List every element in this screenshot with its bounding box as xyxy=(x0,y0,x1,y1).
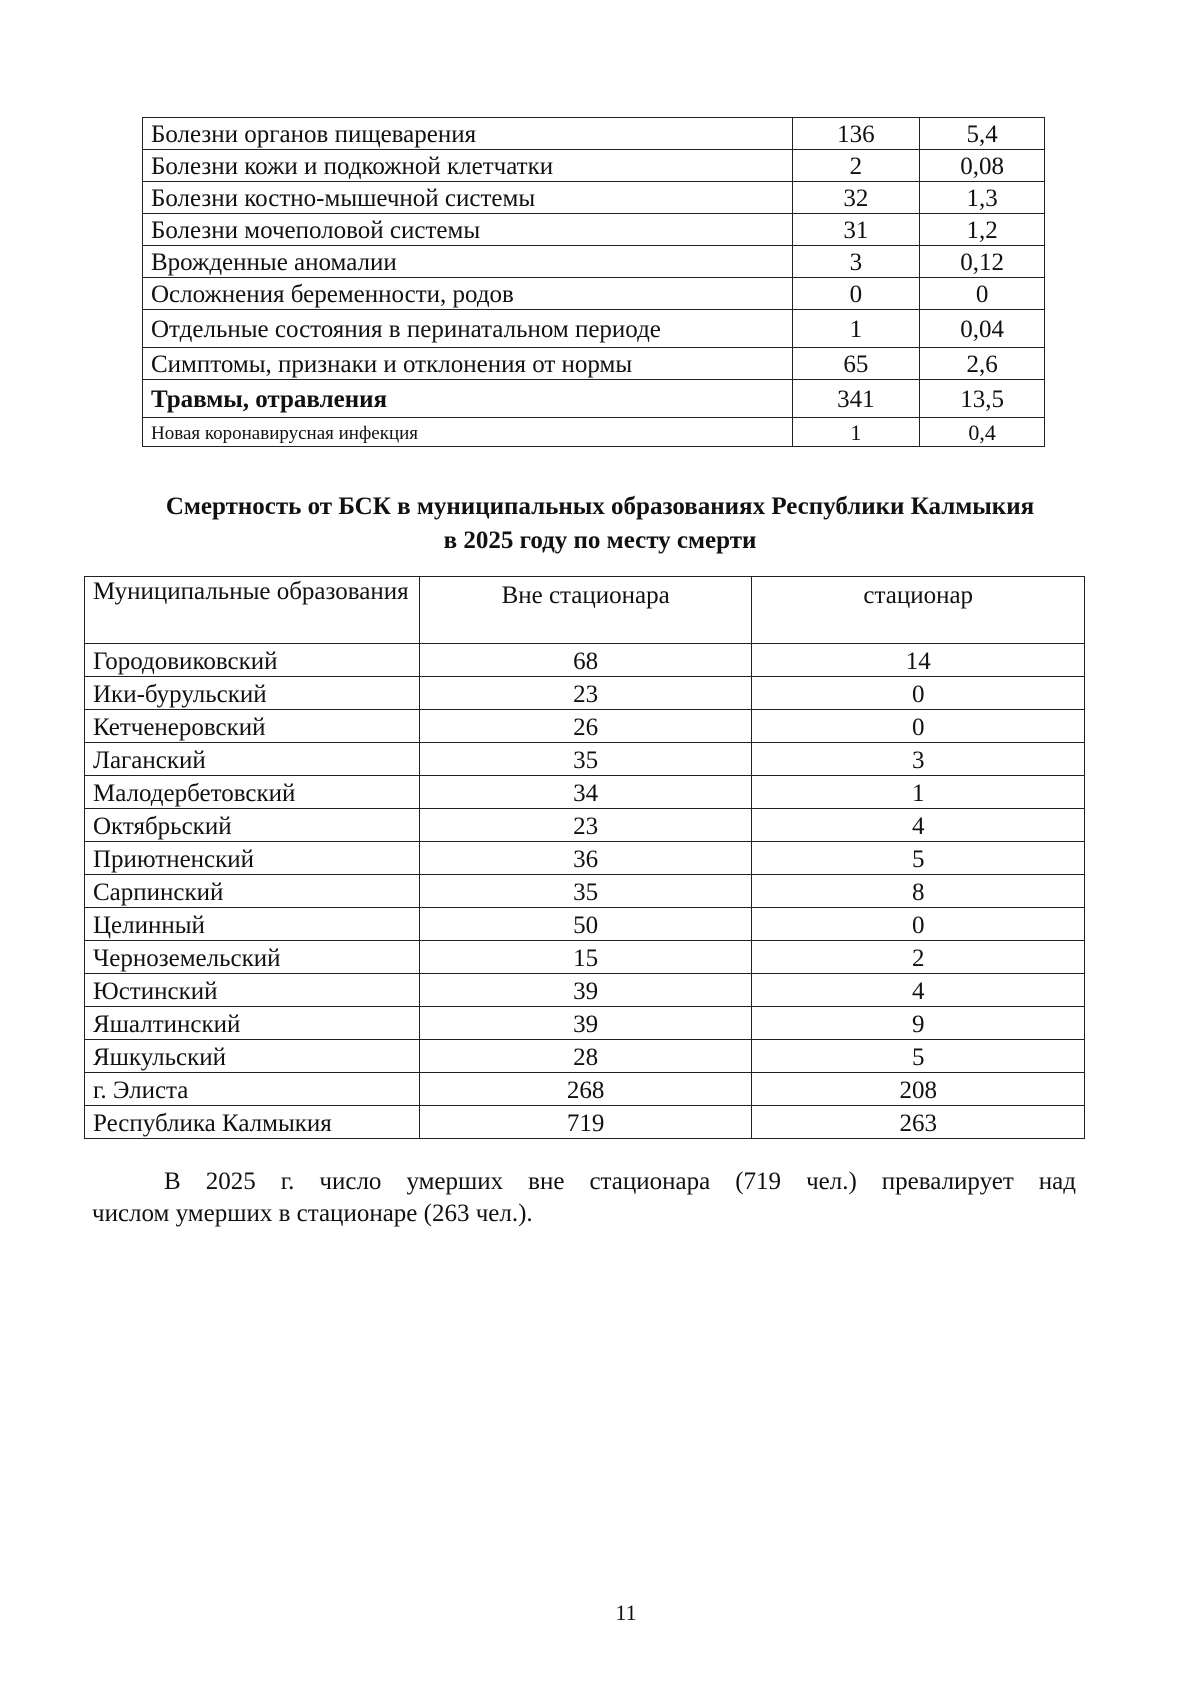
page-number: 11 xyxy=(615,1600,637,1625)
table-row xyxy=(85,1073,1085,1106)
column-header-outside: Вне стационара xyxy=(419,577,752,644)
paragraph-line-1: В 2025 г. число умерших вне стационара (719 чел.) превалирует над xyxy=(164,1168,1076,1195)
cause-rate: 0,4 xyxy=(920,418,1045,447)
municipality-name: Малодербетовский xyxy=(85,776,420,809)
outside-count: 23 xyxy=(419,677,752,710)
outside-count: 23 xyxy=(419,809,752,842)
table-row xyxy=(143,182,1045,214)
cause-count: 341 xyxy=(792,380,920,418)
outside-count: 268 xyxy=(419,1073,752,1106)
hospital-count: 0 xyxy=(752,677,1085,710)
cause-count: 136 xyxy=(792,118,920,150)
table-header-row xyxy=(85,577,1085,644)
causes-table xyxy=(142,117,1045,447)
table-row-total xyxy=(85,1106,1085,1139)
outside-count: 34 xyxy=(419,776,752,809)
municipality-name: Юстинский xyxy=(85,974,420,1007)
cause-rate: 5,4 xyxy=(920,118,1045,150)
cause-count: 31 xyxy=(792,214,920,246)
cause-rate: 2,6 xyxy=(920,348,1045,380)
table-row xyxy=(143,418,1045,447)
section-heading xyxy=(60,490,1140,558)
hospital-count: 9 xyxy=(752,1007,1085,1040)
municipality-name: Сарпинский xyxy=(85,875,420,908)
cause-rate: 1,2 xyxy=(920,214,1045,246)
outside-count: 39 xyxy=(419,974,752,1007)
table-row xyxy=(143,246,1045,278)
paragraph-line-2: числом умерших в стационаре (263 чел.). xyxy=(92,1200,533,1227)
column-header-hospital: стационар xyxy=(752,577,1085,644)
cause-label: Отдельные состояния в перинатальном периоде xyxy=(143,310,793,348)
outside-count: 50 xyxy=(419,908,752,941)
municipality-name: Яшалтинский xyxy=(85,1007,420,1040)
cause-label: Болезни костно-мышечной системы xyxy=(143,182,793,214)
cause-count: 1 xyxy=(792,418,920,447)
municipality-name: Кетченеровский xyxy=(85,710,420,743)
table-row xyxy=(85,908,1085,941)
municipality-name: Черноземельский xyxy=(85,941,420,974)
heading-line-1: Смертность от БСК в муниципальных образованиях Республики Калмыкия xyxy=(165,493,1035,520)
table-row xyxy=(143,214,1045,246)
cause-label: Травмы, отравления xyxy=(143,380,793,418)
hospital-count: 263 xyxy=(752,1106,1085,1139)
heading-line-2: в 2025 году по месту смерти xyxy=(443,527,757,554)
table-row xyxy=(85,1007,1085,1040)
table-row xyxy=(143,118,1045,150)
municipality-name: Городовиковский xyxy=(85,644,420,677)
outside-count: 68 xyxy=(419,644,752,677)
municipality-name: г. Элиста xyxy=(85,1073,420,1106)
table-row xyxy=(85,644,1085,677)
municipality-name: Приютненский xyxy=(85,842,420,875)
cause-count: 0 xyxy=(792,278,920,310)
table-row xyxy=(85,743,1085,776)
table-row xyxy=(85,1040,1085,1073)
hospital-count: 5 xyxy=(752,1040,1085,1073)
table-row xyxy=(85,941,1085,974)
municipality-name: Лаганский xyxy=(85,743,420,776)
table-row xyxy=(143,310,1045,348)
hospital-count: 3 xyxy=(752,743,1085,776)
cause-label: Осложнения беременности, родов xyxy=(143,278,793,310)
municipality-name: Октябрьский xyxy=(85,809,420,842)
cause-count: 2 xyxy=(792,150,920,182)
hospital-count: 14 xyxy=(752,644,1085,677)
hospital-count: 0 xyxy=(752,908,1085,941)
table-row xyxy=(143,380,1045,418)
municipality-name: Республика Калмыкия xyxy=(85,1106,420,1139)
cause-label: Симптомы, признаки и отклонения от нормы xyxy=(143,348,793,380)
cause-rate: 13,5 xyxy=(920,380,1045,418)
cause-rate: 0,08 xyxy=(920,150,1045,182)
cause-label: Болезни кожи и подкожной клетчатки xyxy=(143,150,793,182)
table-row xyxy=(143,278,1045,310)
hospital-count: 4 xyxy=(752,974,1085,1007)
municipalities-table xyxy=(84,576,1085,1139)
outside-count: 35 xyxy=(419,743,752,776)
municipality-name: Яшкульский xyxy=(85,1040,420,1073)
municipality-name: Целинный xyxy=(85,908,420,941)
cause-rate: 0,12 xyxy=(920,246,1045,278)
hospital-count: 8 xyxy=(752,875,1085,908)
table-row xyxy=(85,710,1085,743)
cause-label: Болезни мочеполовой системы xyxy=(143,214,793,246)
cause-count: 65 xyxy=(792,348,920,380)
cause-count: 1 xyxy=(792,310,920,348)
outside-count: 26 xyxy=(419,710,752,743)
municipality-name: Ики-бурульский xyxy=(85,677,420,710)
outside-count: 28 xyxy=(419,1040,752,1073)
table-row xyxy=(85,677,1085,710)
table-row xyxy=(143,348,1045,380)
cause-rate: 0 xyxy=(920,278,1045,310)
table-row xyxy=(85,875,1085,908)
hospital-count: 0 xyxy=(752,710,1085,743)
cause-label: Новая коронавирусная инфекция xyxy=(143,418,793,447)
hospital-count: 5 xyxy=(752,842,1085,875)
hospital-count: 1 xyxy=(752,776,1085,809)
outside-count: 15 xyxy=(419,941,752,974)
cause-count: 3 xyxy=(792,246,920,278)
table-row xyxy=(85,809,1085,842)
table-row xyxy=(85,974,1085,1007)
outside-count: 35 xyxy=(419,875,752,908)
hospital-count: 2 xyxy=(752,941,1085,974)
hospital-count: 4 xyxy=(752,809,1085,842)
column-header-municipality: Муниципальные образования xyxy=(85,577,420,644)
outside-count: 36 xyxy=(419,842,752,875)
cause-rate: 0,04 xyxy=(920,310,1045,348)
table-row xyxy=(85,776,1085,809)
outside-count: 39 xyxy=(419,1007,752,1040)
summary-paragraph xyxy=(92,1166,1076,1230)
cause-label: Болезни органов пищеварения xyxy=(143,118,793,150)
hospital-count: 208 xyxy=(752,1073,1085,1106)
table-row xyxy=(85,842,1085,875)
cause-label: Врожденные аномалии xyxy=(143,246,793,278)
outside-count: 719 xyxy=(419,1106,752,1139)
cause-rate: 1,3 xyxy=(920,182,1045,214)
cause-count: 32 xyxy=(792,182,920,214)
table-row xyxy=(143,150,1045,182)
